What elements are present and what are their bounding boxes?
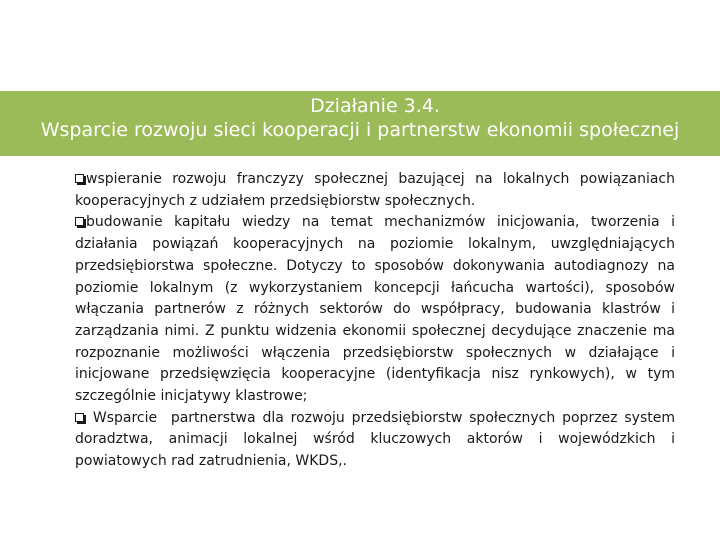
slide-title-line-2: Wsparcie rozwoju sieci kooperacji i partnerstw ekonomii społecznej [40, 119, 680, 141]
checkbox-bullet-icon [75, 413, 84, 422]
checkbox-bullet-icon [75, 174, 84, 183]
bullet-item-2 [75, 212, 675, 407]
slide-title-line-1: Działanie 3.4. [310, 95, 440, 117]
slide-body [75, 169, 680, 473]
slide-title-bar [0, 91, 720, 156]
bullet-text-3: Wsparcie partnerstwa dla rozwoju przedsiębiorstw społecznych poprzez system doradztwa, animacji lokalnej wśród kluczowych aktorów i wojewódzkich i powiatowych rad zatrudnienia, WKDS,. [75, 409, 680, 470]
bullet-text-1: wspieranie rozwoju franczyzy społecznej bazującej na lokalnych powiązaniach kooperacyjnych z udziałem przedsiębiorstw społecznych. [75, 171, 675, 209]
checkbox-bullet-icon [75, 217, 84, 226]
bullet-item-1 [75, 169, 675, 212]
bullet-item-3 [75, 408, 680, 473]
bullet-text-2: budowanie kapitału wiedzy na temat mechanizmów inicjowania, tworzenia i działania powiązań kooperacyjnych na poziomie lokalnym, uwzględniających przedsiębiorstwa społeczne. Dotyczy to sposobów dokonywania autodiagnozy na poziomie lokalnym (z wykorzystaniem koncepcji łańcucha wartości), sposobów włączania partnerów z różnych sektorów do współpracy, budowania klastrów i zarządzania nimi. Z punktu widzenia ekonomii społecznej decydujące znaczenie ma rozpoznanie możliwości włączenia przedsiębiorstw społecznych w działające i inicjowane przedsięwzięcia kooperacyjne (identyfikacja nisz rynkowych), w tym szczególnie inicjatywy klastrowe; [75, 214, 675, 405]
